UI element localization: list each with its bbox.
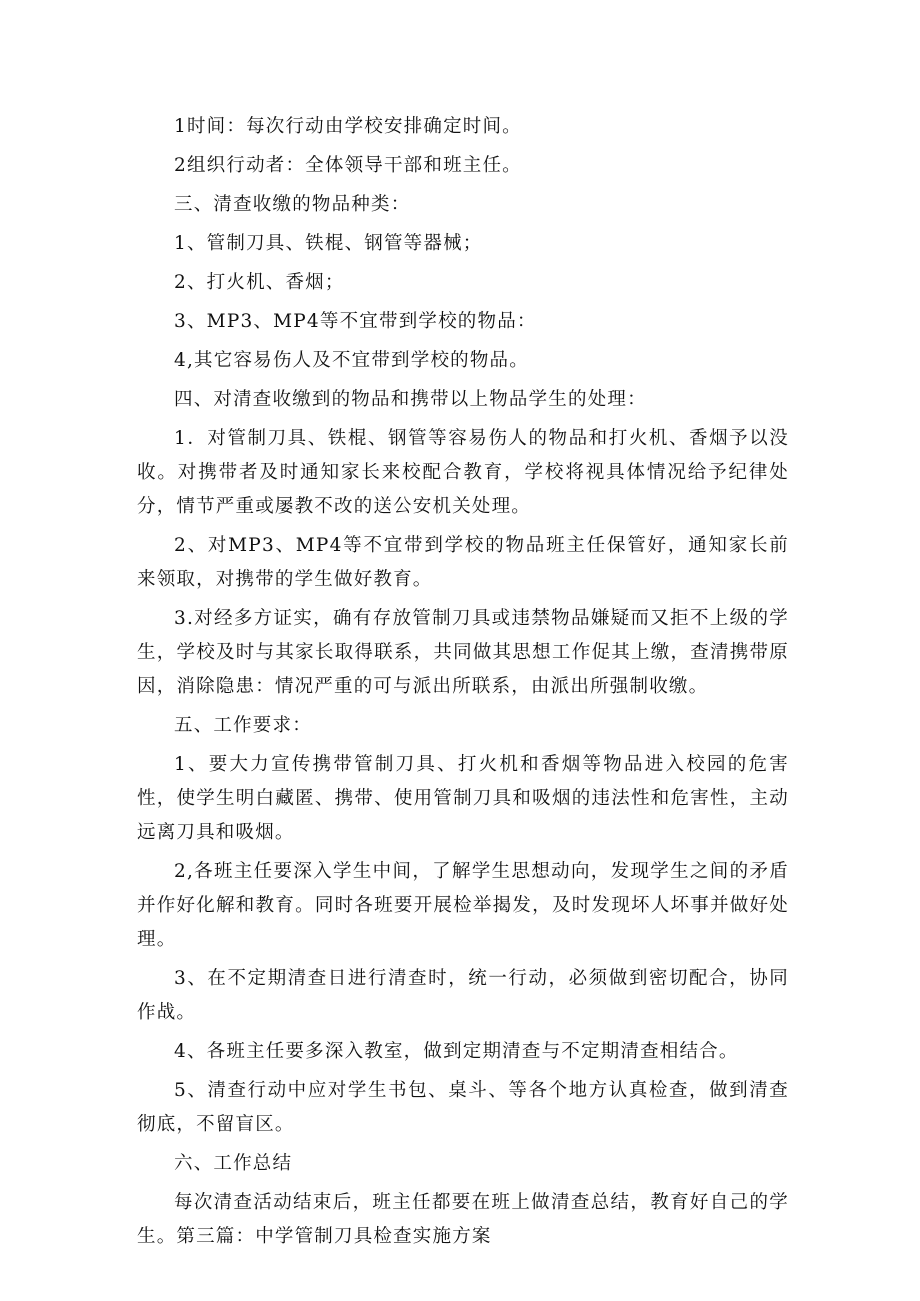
list-item-other: 4,其它容易伤人及不宜带到学校的物品。	[174, 350, 529, 371]
paragraph-summary: 每次清查活动结束后，班主任都要在班上做清查总结，教育好自己的学生。第三篇：中学管制刀具检查实施方案	[137, 1192, 789, 1247]
section-heading-items: 三、清查收缴的物品种类：	[174, 194, 411, 215]
paragraph-time: 1时间：每次行动由学校安排确定时间。	[174, 116, 522, 137]
paragraph-handling-1: 1．对管制刀具、铁棍、钢管等容易伤人的物品和打火机、香烟予以没收。对携带者及时通知家长来校配合教育，学校将视具体情况给予纪律处分，情节严重或屡教不改的送公安机关处理。	[137, 428, 789, 517]
list-item-lighters: 2、打火机、香烟；	[174, 272, 345, 293]
paragraph-requirement-5: 5、清查行动中应对学生书包、桌斗、等各个地方认真检查，做到清查彻底，不留盲区。	[137, 1080, 789, 1135]
paragraph-handling-3: 3.对经多方证实，确有存放管制刀具或违禁物品嫌疑而又拒不上级的学生，学校及时与其家长取得联系，共同做其思想工作促其上缴，查清携带原因，消除隐患：情况严重的可与派出所联系，由派出所强制收缴。	[137, 608, 789, 697]
paragraph-organizers: 2组织行动者：全体领导干部和班主任。	[174, 155, 522, 176]
list-item-knives: 1、管制刀具、铁棍、钢管等器械；	[174, 233, 483, 254]
paragraph-requirement-2: 2,各班主任要深入学生中间，了解学生思想动向，发现学生之间的矛盾并作好化解和教育。同时各班要开展检举揭发，及时发现坏人坏事并做好处理。	[137, 861, 789, 950]
section-heading-summary: 六、工作总结	[174, 1153, 293, 1174]
list-item-mp3: 3、MP3、MP4等不宜带到学校的物品：	[174, 311, 537, 332]
paragraph-requirement-1: 1、要大力宣传携带管制刀具、打火机和香烟等物品进入校园的危害性，使学生明白藏匿、携带、使用管制刀具和吸烟的违法性和危害性，主动远离刀具和吸烟。	[137, 754, 789, 843]
paragraph-requirement-3: 3、在不定期清查日进行清查时，统一行动，必须做到密切配合，协同作战。	[137, 968, 789, 1023]
document-body	[137, 110, 789, 1259]
paragraph-handling-2: 2、对MP3、MP4等不宜带到学校的物品班主任保管好，通知家长前来领取，对携带的学生做好教育。	[137, 535, 789, 590]
section-heading-handling: 四、对清查收缴到的物品和携带以上物品学生的处理：	[174, 389, 647, 410]
section-heading-requirements: 五、工作要求：	[174, 715, 312, 736]
paragraph-requirement-4: 4、各班主任要多深入教室，做到定期清查与不定期清查相结合。	[174, 1041, 739, 1062]
